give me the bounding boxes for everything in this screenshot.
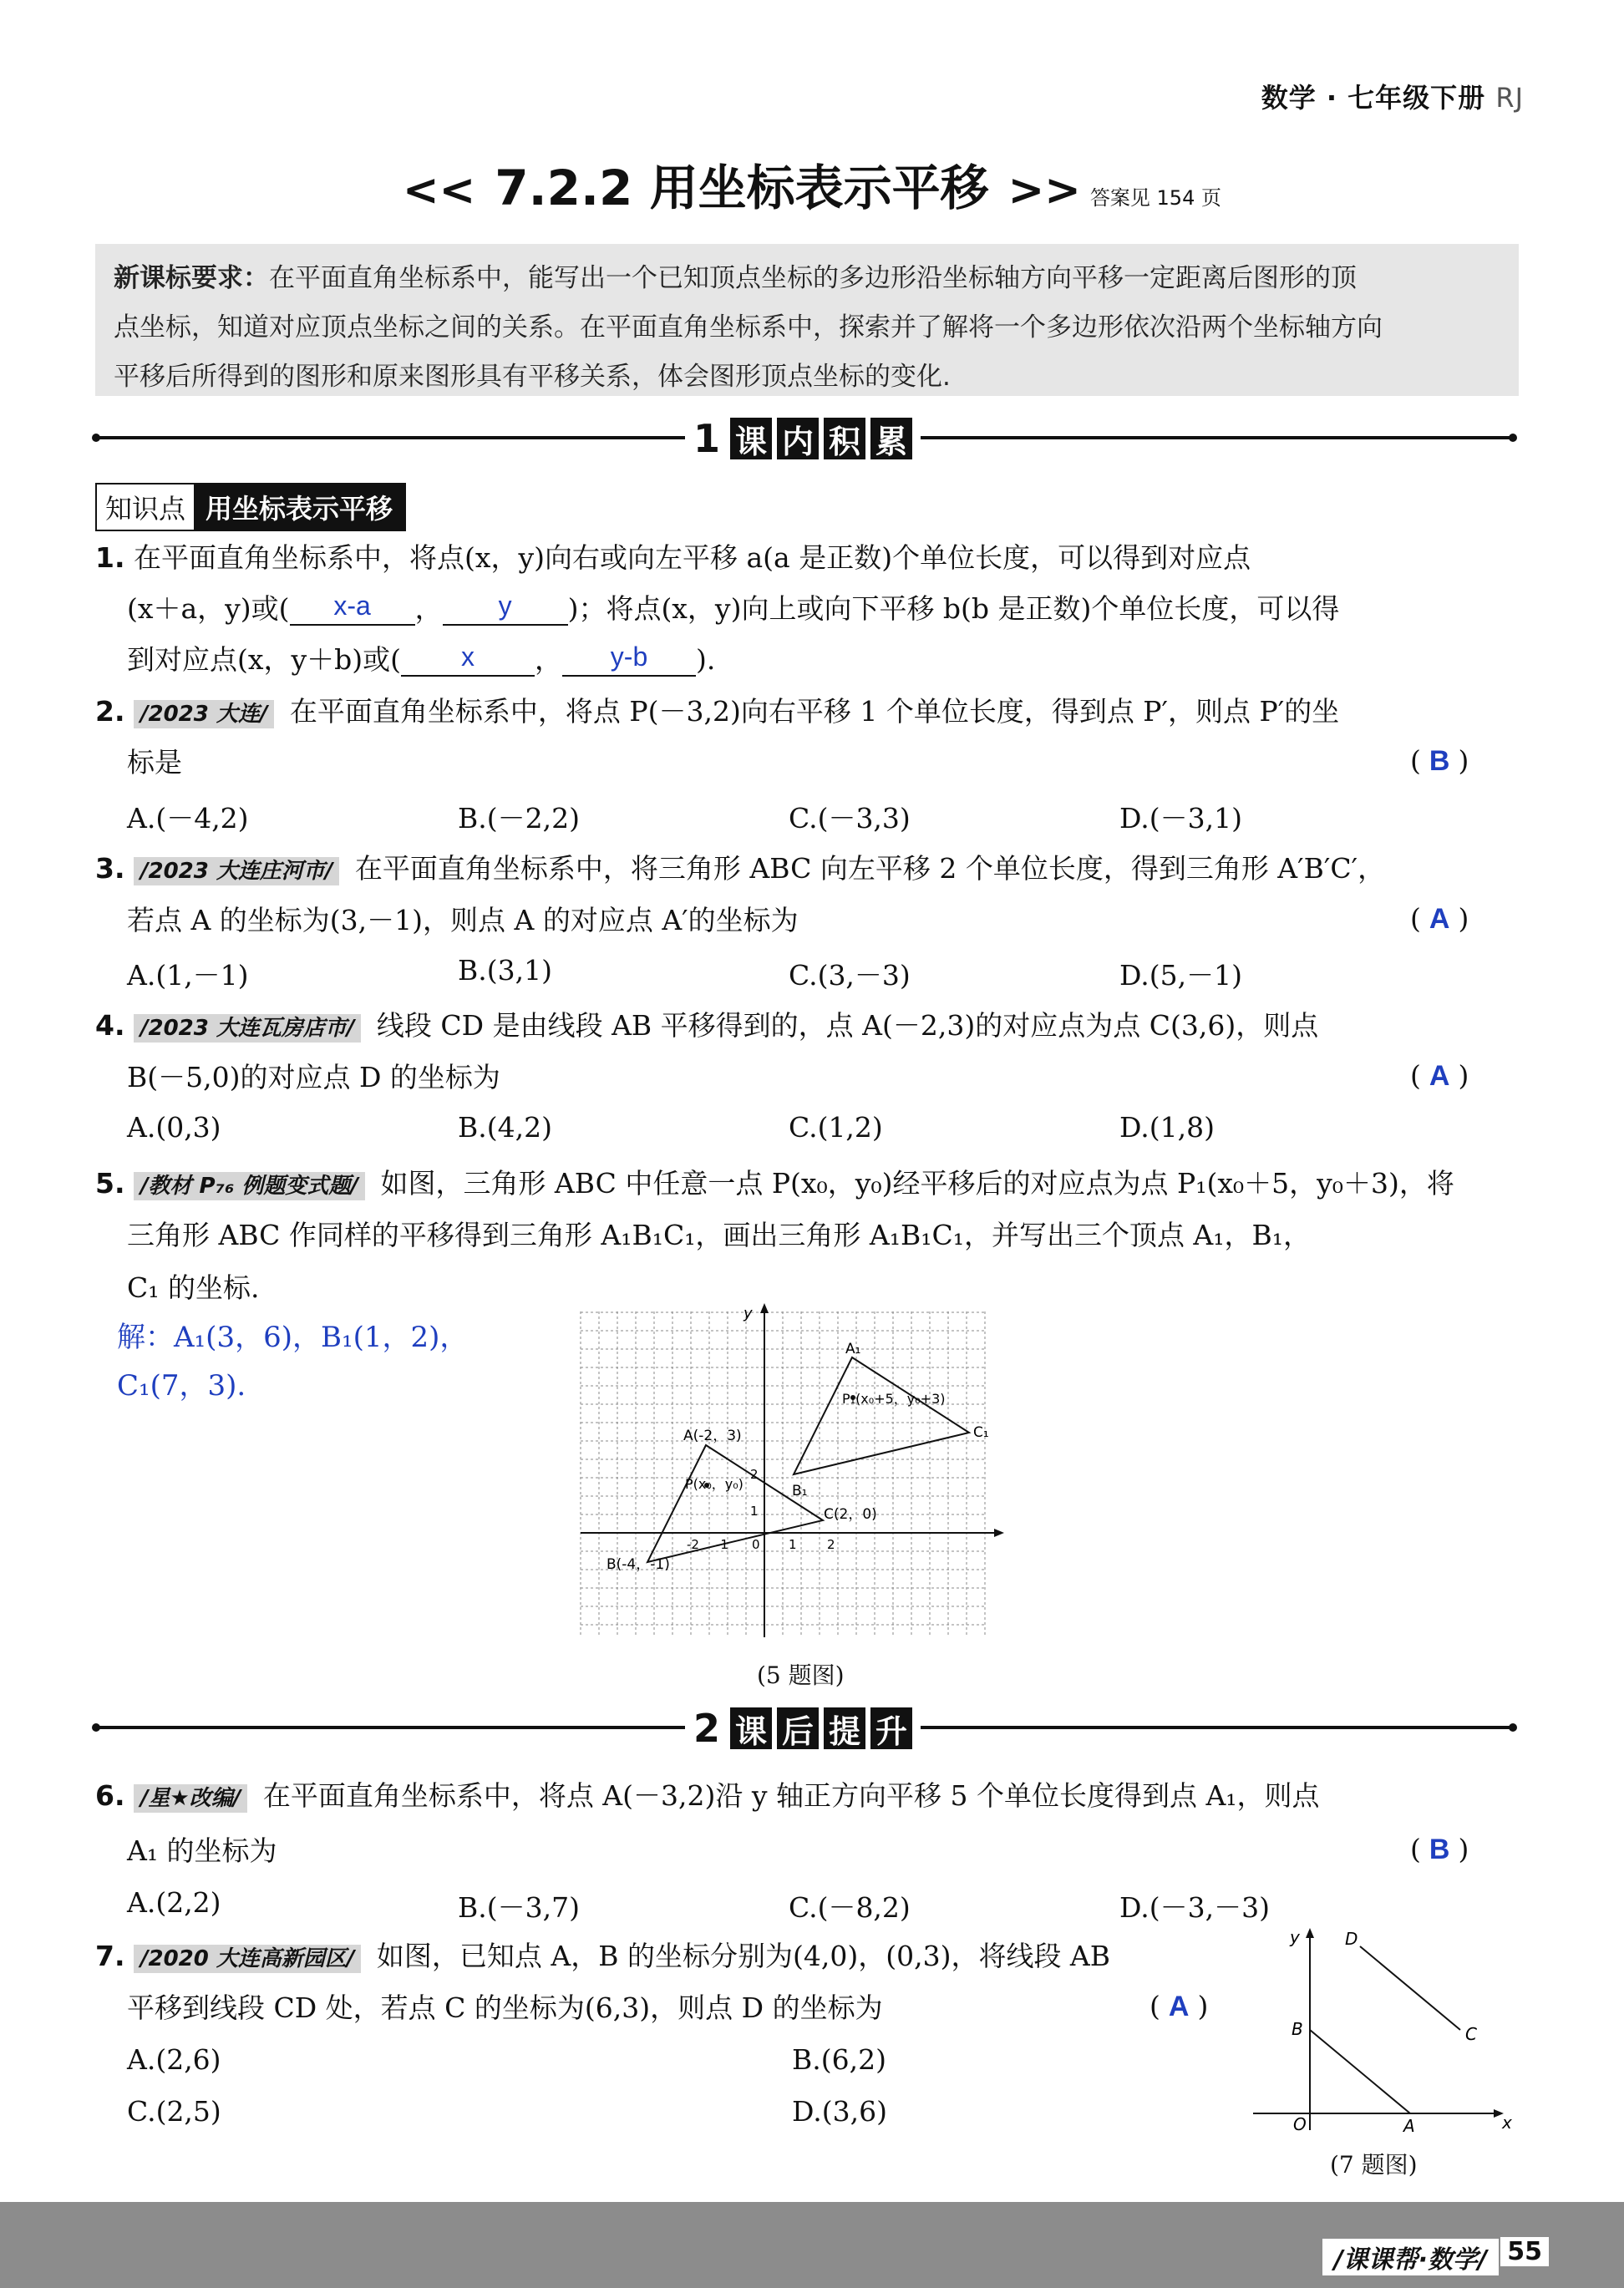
q6-option-d: D.(－3,－3) (1119, 1891, 1271, 1924)
fig5-tick-y-1: 1 (750, 1504, 759, 1519)
q7-line-1 (95, 1938, 1110, 1977)
q1-line-2: (x＋a，y)或( x-a ， y )；将点(x，y)向上或向下平移 b(b 是正数)个单位长度，可以得 (127, 591, 1339, 629)
q1-text-3a: 到对应点(x，y＋b)或( (127, 643, 402, 676)
q2-option-b: B.(－2,2) (458, 802, 580, 835)
q1-number: 1. (95, 541, 125, 574)
title-left-arrows: << (403, 165, 476, 216)
q2-option-c: C.(－3,3) (789, 802, 911, 835)
requirement-line-3: 平移后所得到的图形和原来图形具有平移关系，体会图形顶点坐标的变化. (114, 362, 951, 392)
q3-option-a: A.(1,－1) (127, 959, 249, 992)
q5-line-2: 三角形 ABC 作同样的平移得到三角形 A₁B₁C₁，画出三角形 A₁B₁C₁，并写出三个顶点 A₁，B₁， (127, 1219, 1311, 1251)
q2-number: 2. (95, 695, 125, 728)
knowledge-topic: 用坐标表示平移 (194, 484, 404, 530)
q1-text-3b: ). (696, 643, 716, 676)
q7-source-tag: /2020 大连高新园区/ (134, 1945, 361, 1973)
q2-source-tag: /2023 大连/ (134, 700, 274, 728)
q6-answer-letter: B (1429, 1834, 1450, 1865)
q1-text-1: 在平面直角坐标系中，将点(x，y)向右或向左平移 a(a 是正数)个单位长度，可以得到对应点 (134, 541, 1251, 574)
q2-answer: ( B ) (1410, 744, 1469, 777)
q7-number: 7. (95, 1940, 125, 1972)
section2-char: 课 (730, 1707, 772, 1749)
q2-line-1 (95, 693, 1339, 733)
section2-char: 升 (870, 1707, 912, 1749)
q4-line-1 (95, 1007, 1318, 1047)
fig5-label-a1: A₁ (845, 1341, 861, 1357)
fig5-label-a: A(-2，3) (683, 1428, 742, 1444)
section2-title (685, 1706, 921, 1751)
q4-answer-letter: A (1429, 1060, 1450, 1092)
section1-char: 积 (824, 418, 865, 459)
book-header (1261, 77, 1524, 115)
q6-number: 6. (95, 1779, 125, 1812)
q7-text-1: 如图，已知点 A，B 的坐标分别为(4,0)，(0,3)，将线段 AB (376, 1940, 1111, 1972)
q1-text-2a: (x＋a，y)或( (127, 592, 290, 625)
q5-solution-line-1: 解：A₁(3，6)，B₁(1，2)， (117, 1321, 469, 1354)
q3-line-1 (95, 850, 1385, 890)
answer-reference: 答案见 154 页 (1089, 186, 1221, 210)
knowledge-point-tag (95, 483, 406, 531)
fig5-label-p1: P₁(x₀+5，y₀+3) (842, 1391, 946, 1407)
fig7-label-y: y (1290, 1927, 1300, 1947)
figure-5-caption: (5 题图) (757, 1661, 845, 1689)
q7-answer: ( A ) (1149, 1990, 1209, 2022)
fig5-origin-label: 0 (752, 1537, 760, 1552)
section1-title (685, 416, 921, 461)
section1-number: 1 (693, 416, 721, 461)
q1-line-1 (95, 540, 1251, 576)
fig5-label-b: B(-4，-1) (606, 1556, 670, 1573)
section2-char: 提 (824, 1707, 865, 1749)
q1-line-3: 到对应点(x，y＋b)或( x ， y-b ). (127, 642, 715, 680)
q5-text-1: 如图，三角形 ABC 中任意一点 P(x₀，y₀)经平移后的对应点为点 P₁(x₀＋5，y₀＋3)，将 (380, 1167, 1454, 1200)
q7-option-d: D.(3,6) (792, 2095, 888, 2128)
requirement-line-2: 点坐标，知道对应顶点坐标之间的关系。在平面直角坐标系中，探索并了解将一个多边形依次沿两个坐标轴方向 (114, 312, 1383, 342)
q5-number: 5. (95, 1167, 125, 1200)
q7-option-c: C.(2,5) (127, 2095, 221, 2128)
fig7-label-b: B (1292, 2019, 1303, 2039)
q2-option-a: A.(－4,2) (127, 802, 249, 835)
q6-line-2: A₁ 的坐标为 (127, 1834, 277, 1867)
fig5-label-c1: C₁ (973, 1424, 989, 1441)
fig5-tick-x-2: 2 (827, 1537, 835, 1552)
section2-right-dot (1509, 1723, 1517, 1732)
fig7-segment-ab (1310, 2030, 1410, 2113)
fig5-tick-x-neg1: -1 (716, 1537, 728, 1552)
fig5-label-c: C(2，0) (824, 1506, 877, 1523)
q6-option-b: B.(－3,7) (458, 1891, 580, 1924)
q3-text-1: 在平面直角坐标系中，将三角形 ABC 向左平移 2 个单位长度，得到三角形 A′B′C′， (354, 852, 1386, 885)
section1-char: 累 (870, 418, 912, 459)
q2-answer-letter: B (1429, 745, 1450, 777)
q7-line-2: 平移到线段 CD 处，若点 C 的坐标为(6,3)，则点 D 的坐标为 (127, 1991, 883, 2024)
q2-option-d: D.(－3,1) (1119, 802, 1243, 835)
fig5-tick-x-1: 1 (789, 1537, 797, 1552)
q6-text-1: 在平面直角坐标系中，将点 A(－3,2)沿 y 轴正方向平移 5 个单位长度得到点 A₁，则点 (262, 1779, 1320, 1812)
curriculum-requirement-box (95, 244, 1519, 396)
q1-blank-2: y (443, 587, 568, 626)
q5-solution (117, 1313, 468, 1410)
q3-option-c: C.(3,－3) (789, 959, 911, 992)
knowledge-label: 知识点 (97, 484, 194, 530)
q3-source-tag: /2023 大连庄河市/ (134, 857, 339, 885)
q5-solution-line-2: C₁(7，3). (117, 1369, 246, 1403)
q2-text-1: 在平面直角坐标系中，将点 P(－3,2)向右平移 1 个单位长度，得到点 P′，则点 P′的坐 (289, 695, 1340, 728)
figure-5-coordinate-grid (576, 1303, 1028, 1646)
q7-answer-letter: A (1168, 1991, 1190, 2022)
fig5-x-arrow-icon (994, 1529, 1004, 1537)
section1-right-dot (1509, 434, 1517, 442)
header-edition: RJ (1495, 82, 1524, 114)
title-right-arrows: >> (1007, 165, 1081, 216)
header-subject: 数学 · 七年级下册 (1261, 82, 1486, 114)
q1-text-2b: ；将点(x，y)向上或向下平移 b(b 是正数)个单位长度，可以得 (578, 592, 1340, 625)
q6-source-tag: /星★改编/ (134, 1784, 247, 1813)
q4-option-c: C.(1,2) (789, 1111, 883, 1144)
requirement-label: 新课标要求： (114, 263, 269, 293)
section1-char: 内 (777, 418, 819, 459)
footer-brand: /课课帮·数学/ (1322, 2239, 1499, 2275)
q6-option-a: A.(2,2) (127, 1886, 221, 1919)
fig5-label-p: P(x₀，y₀) (685, 1476, 743, 1492)
q2-line-2: 标是 (127, 746, 182, 779)
q6-line-1 (95, 1778, 1320, 1817)
fig7-label-x: x (1502, 2113, 1512, 2133)
title-text: 7.2.2 用坐标表示平移 (495, 160, 989, 216)
q4-number: 4. (95, 1009, 125, 1042)
page-title (0, 149, 1624, 219)
q4-line-2: B(－5,0)的对应点 D 的坐标为 (127, 1061, 500, 1093)
figure-7-caption: (7 题图) (1330, 2151, 1418, 2179)
q1-blank-3: x (401, 638, 535, 677)
section2-number: 2 (693, 1706, 721, 1751)
fig7-label-d: D (1345, 1929, 1358, 1949)
section1-char: 课 (730, 418, 772, 459)
fig7-y-arrow-icon (1306, 1928, 1314, 1938)
page-number: 55 (1500, 2237, 1549, 2266)
q3-answer-letter: A (1429, 903, 1450, 935)
fig5-y-label: y (743, 1305, 753, 1322)
requirement-line-1: 在平面直角坐标系中，能写出一个已知顶点坐标的多边形沿坐标轴方向平移一定距离后图形的顶 (269, 263, 1357, 293)
fig5-tick-y-2: 2 (750, 1467, 759, 1482)
q3-answer: ( A ) (1410, 902, 1469, 935)
q3-option-d: D.(5,－1) (1119, 959, 1243, 992)
fig5-y-arrow-icon (760, 1303, 769, 1313)
q4-option-a: A.(0,3) (127, 1111, 221, 1144)
q7-option-a: A.(2,6) (127, 2043, 221, 2076)
fig7-label-c: C (1465, 2024, 1477, 2044)
q6-answer: ( B ) (1410, 1833, 1469, 1865)
q4-text-1: 线段 CD 是由线段 AB 平移得到的，点 A(－2,3)的对应点为点 C(3,6)，则点 (376, 1009, 1319, 1042)
q6-option-c: C.(－8,2) (789, 1891, 911, 1924)
q3-line-2: 若点 A 的坐标为(3,－1)，则点 A 的对应点 A′的坐标为 (127, 904, 799, 936)
fig7-label-a: A (1403, 2116, 1415, 2136)
q7-option-b: B.(6,2) (792, 2043, 886, 2076)
q4-option-b: B.(4,2) (458, 1111, 552, 1144)
q4-answer: ( A ) (1410, 1059, 1469, 1092)
fig5-tick-x-neg2: -2 (687, 1537, 699, 1552)
fig7-label-o: O (1293, 2114, 1307, 2134)
q3-number: 3. (95, 852, 125, 885)
q5-line-3: C₁ 的坐标. (127, 1271, 260, 1304)
q3-option-b: B.(3,1) (458, 954, 552, 987)
fig5-label-b1: B₁ (792, 1483, 808, 1499)
q1-blank-4: y-b (562, 638, 696, 677)
q1-blank-1: x-a (290, 587, 415, 626)
q5-line-1 (95, 1165, 1454, 1205)
q4-option-d: D.(1,8) (1119, 1111, 1215, 1144)
fig7-segment-cd (1360, 1946, 1460, 2030)
q5-source-tag: /教材 P₇₆ 例题变式题/ (134, 1172, 365, 1200)
q4-source-tag: /2023 大连瓦房店市/ (134, 1014, 361, 1043)
section2-char: 后 (777, 1707, 819, 1749)
figure-7-coordinate-plot (1253, 1921, 1520, 2138)
